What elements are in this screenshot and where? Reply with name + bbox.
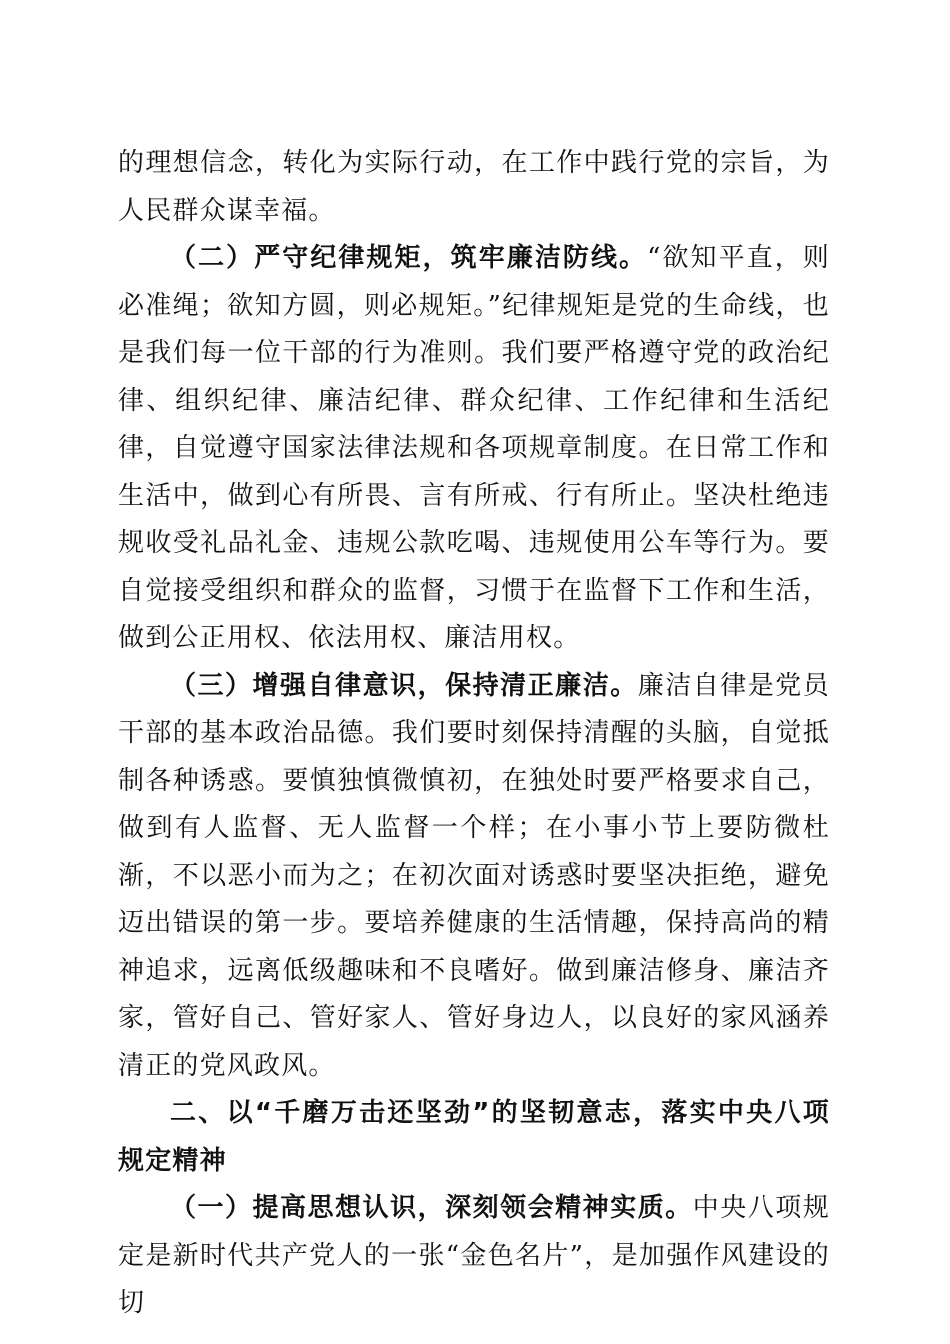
paragraph-item-2 bbox=[118, 235, 830, 663]
paragraph-section-2-item-1 bbox=[118, 1185, 830, 1328]
section-heading-2: 二、以“千磨万击还坚劲”的坚韧意志，落实中央八项规定精神 bbox=[118, 1098, 830, 1176]
document-page bbox=[118, 140, 830, 1328]
subheading-item-3: （三）增强自律意识，保持清正廉洁。 bbox=[170, 670, 638, 701]
paragraph-item-3 bbox=[118, 663, 830, 1091]
paragraph-item-3-body: 廉洁自律是党员干部的基本政治品德。我们要时刻保持清醒的头脑，自觉抵制各种诱惑。要慎独慎微慎初，在独处时要严格要求自己，做到有人监督、无人监督一个样；在小事小节上要防微杜渐，不以恶小而为之；在初次面对诱惑时要坚决拒绝，避免迈出错误的第一步。要培养健康的生活情趣，保持高尚的精神追求，远离低级趣味和不良嗜好。做到廉洁修身、廉洁齐家，管好自己、管好家人、管好身边人，以良好的家风涵养清正的党风政风。 bbox=[118, 670, 830, 1081]
paragraph-section-2-item-1-body: 中央八项规定是新时代共产党人的一张“金色名片”，是加强作风建设的切 bbox=[118, 1193, 830, 1318]
subheading-section-2-item-1: （一）提高思想认识，深刻领会精神实质。 bbox=[170, 1193, 693, 1223]
paragraph-continuation: 的理想信念，转化为实际行动，在工作中践行党的宗旨，为人民群众谋幸福。 bbox=[118, 148, 830, 226]
paragraph-item-2-body: “欲知平直，则必准绳；欲知方圆，则必规矩。”纪律规矩是党的生命线，也是我们每一位干部的行为准则。我们要严格遵守党的政治纪律、组织纪律、廉洁纪律、群众纪律、工作纪律和生活纪律，自觉遵守国家法律法规和各项规章制度。在日常工作和生活中，做到心有所畏、言有所戒、行有所止。坚决杜绝违规收受礼品礼金、违规公款吃喝、违规使用公车等行为。要自觉接受组织和群众的监督，习惯于在监督下工作和生活，做到公正用权、依法用权、廉洁用权。 bbox=[118, 243, 830, 653]
subheading-item-2: （二）严守纪律规矩，筑牢廉洁防线。 bbox=[170, 243, 648, 273]
